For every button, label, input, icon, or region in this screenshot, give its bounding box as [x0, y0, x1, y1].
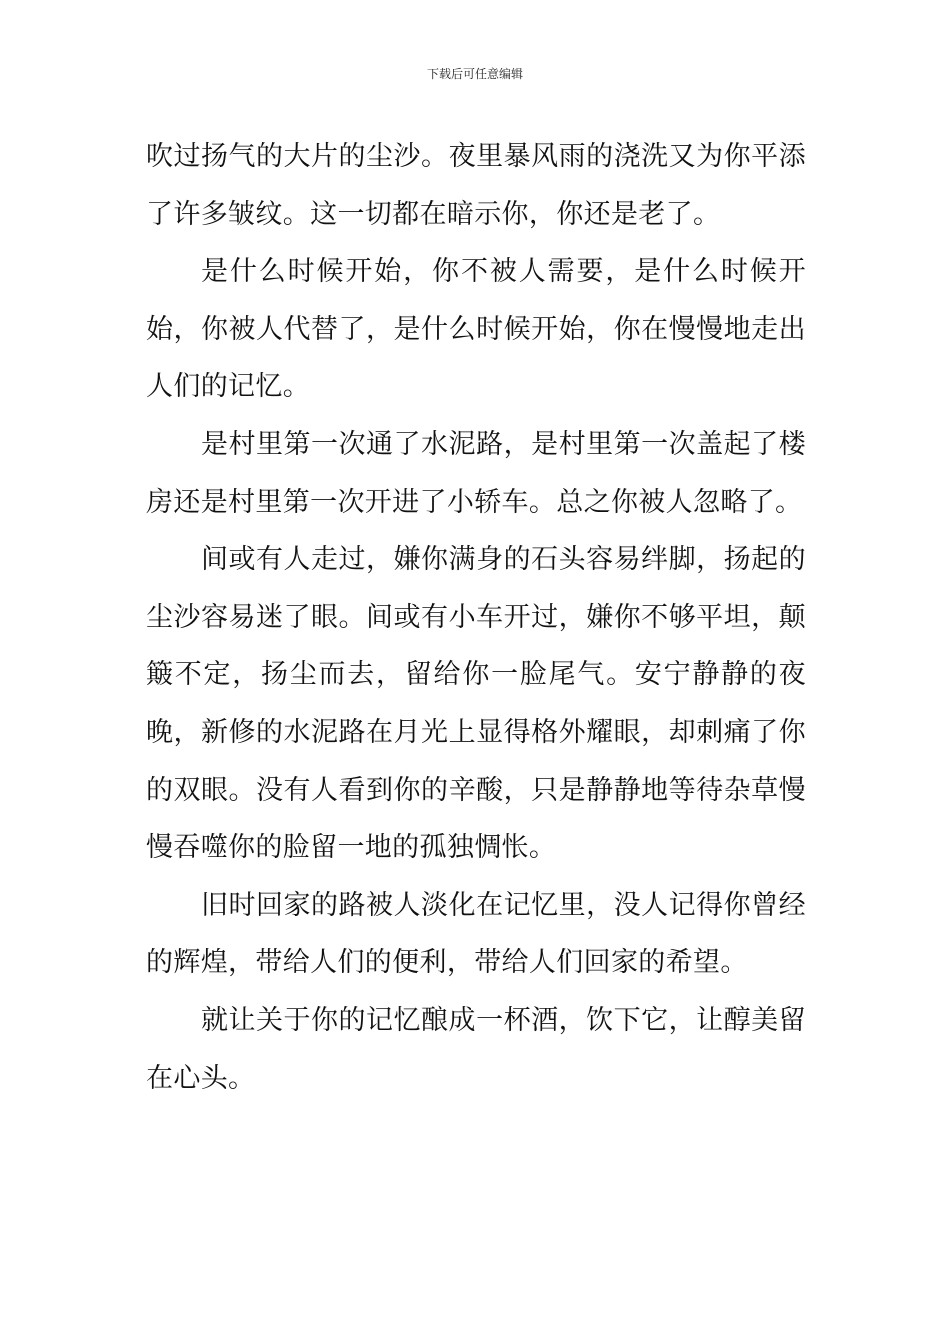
paragraph-1: 吹过扬气的大片的尘沙。夜里暴风雨的浇洗又为你平添了许多皱纹。这一切都在暗示你，你还是老了。 — [146, 141, 806, 230]
paragraph-3: 是村里第一次通了水泥路，是村里第一次盖起了楼房还是村里第一次开进了小轿车。总之你被人忽略了。 — [146, 428, 806, 518]
document-body — [146, 128, 806, 1107]
paragraph-5: 旧时回家的路被人淡化在记忆里，没人记得你曾经的辉煌，带给人们的便利，带给人们回家的希望。 — [146, 889, 806, 979]
paragraph-6: 就让关于你的记忆酿成一杯酒，饮下它，让醇美留在心头。 — [146, 1004, 806, 1094]
paragraph-4: 间或有人走过，嫌你满身的石头容易绊脚，扬起的尘沙容易迷了眼。间或有小车开过，嫌你不够平坦，颠簸不定，扬尘而去，留给你一脸尾气。安宁静静的夜晚，新修的水泥路在月光上显得格外耀眼，却刺痛了你的双眼。没有人看到你的辛酸，只是静静地等待杂草慢慢吞噬你的脸留一地的孤独惆怅。 — [146, 544, 806, 864]
paragraph-2: 是什么时候开始，你不被人需要，是什么时候开始，你被人代替了，是什么时候开始，你在慢慢地走出人们的记忆。 — [146, 256, 806, 403]
page-header: 下载后可任意编辑 — [426, 67, 523, 81]
